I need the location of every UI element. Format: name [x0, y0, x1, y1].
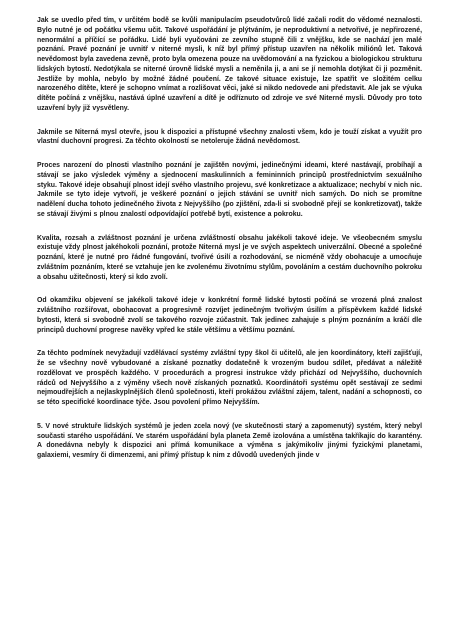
paragraph-4: Kvalita, rozsah a zvláštnost poznání je určena zvláštností obsahu jakékoli takové ideje. Ve všeobecném smyslu existuje vždy plnost jakéhokoli poznání, protože Niterná mysl je ve svých aspektech univerzální. Obecné a společné poznání, které je nutné pro řádné fungování, tvořivé úsilí a rozhodování, se nicméně vždy obohacuje a umocňuje zvláštním poznáním, které se vztahuje jen ke zvolenému životnímu stylům, povoláním a cestám duchovního pokroku a obsahu užitečnosti, který si kdo zvolí. — [37, 234, 422, 281]
paragraph-3: Proces narození do plnosti vlastního poznání je zajištěn novými, jedinečnými ideami, které nastávají, probíhají a stávají se jako výsledek výměny a sjednocení maskulinních a femininních principů prostřednictvím sexuálního styku. Takové ideje obsahují plnost idejí svého vlastního projevu, své konkretizace a aktualizace; nechybí v nich nic. Jakmile se tyto ideje vytvoří, je veškeré poznání o jejich stávání se uvnitř nich samých. Do nich se promítne nadělení ducha tohoto jedinečného života z Nejvyššího (po zjištění, zda‑li si svobodně přejí se konkretizovat), takže se stávají živými s plnou znalostí odpovídající potřebě bytí, existence a pokroku. — [37, 162, 422, 218]
document-page — [37, 16, 422, 475]
paragraph-2: Jakmile se Niterná mysl otevře, jsou k dispozici a přístupné všechny znalosti všem, kdo je touží získat a využít pro vlastní duchovní progresi. Za těchto okolností se netoleruje žádná nevědomost. — [37, 128, 422, 146]
paragraph-7: 5. V nové struktuře lidských systémů je jeden zcela nový (ve skutečnosti starý a zapomenutý) systém, který nebyl současti starého uspořádání. Ve starém uspořádání byla planeta Země izolována a umístěna takříkajíc do karantény. A donedávna nebyly k dispozici ani přímá komunikace a výměna s jakýmikoliv jinými fyzickými planetami, galaxiemi, vesmíry či dimenzemi, ani přímý přístup k nim z důvodů uvedených jinde v — [37, 422, 422, 459]
paragraph-6: Za těchto podmínek nevyžadují vzdělávací systémy zvláštní typy škol či učitelů, ale jen koordinátory, kteří zajišťují, že se všechny nově vybudované a získané poznatky dodatečně k vrozeným budou sdílet, předávat a náležitě rozdělovat ve prospěch každého. V procedurách a progresi instrukce vždy přichází od Nejvyššího, duchovních rádců od Nejvyššího a z výměny všech nově získaných poznatků. Koordinátoři systému opět sestávají ze sedmi nejmoudřejších a nejlaskyplnějších členů společnosti, kteří prokážou zvláštní zájem, talent, nadání a schopnosti, co se této specifické koordinace týče. Jsou povolení přímo Nejvyšším. — [37, 350, 422, 406]
paragraph-1: Jak se uvedlo před tím, v určitém bodě se kvůli manipulacím pseudotvůrců lidé začali rodit do vědomé neznalosti. Bylo nutné je od počátku všemu učit. Takové uspořádání je plýtváním, je neproduktivní a netvořivé, je nepřirozené, nenormální a příčící se pořádku. Lidé byli vyučováni ze zevního stupně čili z vnějšku, kde se nachází jen malé poznání. Pravé poznání je uvnitř v niterné mysli, k níž byl přímý přístup uzavřen na několik miliónů let. Taková nevědomost byla zavedena zevně, proto byla omezena pouze na uvědomování a na fyzickou a biologickou strukturu lidských bytostí. Nedotýkala se niterné úrovně lidské mysli a neměnila ji, a ani se jí nemohla dotýkat či ji pozměnit. Jestliže by mohla, nebylo by možné žádné poučení. Ze takové situace existuje, lze spatřit ve složitém celku narozeného dítěte, které je schopno vnímat a rozlišovat věci, jaké si nikdo nedovede ani představit. Ale jak se výuka dítěte počíná z vnějšku, nastává úplné uzavření a dítě je odříznuto od zdroje ve své Niterné mysli. Důvody pro toto uzavření byly již vysvětleny. — [37, 17, 422, 112]
paragraph-5: Od okamžiku objevení se jakékoli takové ideje v konkrétní formě lidské bytosti počíná se vrozená plná znalost zvláštního rozšiřovat, obohacovat a progresivně rozvíjet jedinečným tvořivým úsilím a příspěvkem každé lidské bytosti, která si svobodně zvolí se takového rozvoje zúčastnit. Tak jedinec zahajuje s plným poznáním a kráčí dle principů duchovní progrese navěky vpřed ke stále většímu a většímu poznání. — [37, 297, 422, 334]
